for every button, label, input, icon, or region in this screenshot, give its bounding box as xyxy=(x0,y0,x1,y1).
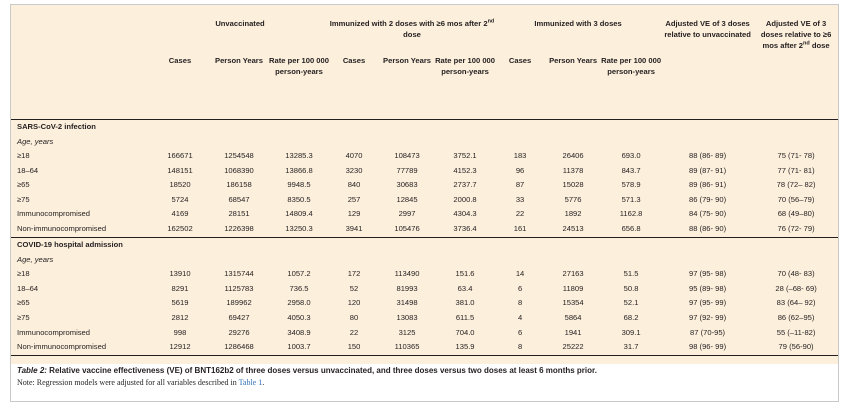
table-cell: 1057.2 xyxy=(287,269,311,279)
table-cell: 381.0 xyxy=(455,298,475,308)
table-cell: 1941 xyxy=(564,327,582,337)
table-cell: 4050.3 xyxy=(287,313,311,323)
table-cell: 89 (87- 91) xyxy=(689,165,727,175)
table-cell: 2812 xyxy=(171,313,189,323)
table-cell: 31498 xyxy=(396,298,418,308)
table-cell: 68547 xyxy=(228,194,250,204)
table-cell: 14809.4 xyxy=(285,209,313,219)
table-cell: 110365 xyxy=(379,340,435,355)
subsection-row xyxy=(11,135,838,150)
table-cell: 77789 xyxy=(396,165,418,175)
table-cell: 1315744 xyxy=(224,269,254,279)
table-cell: 89 (86- 91) xyxy=(689,180,727,190)
table-cell: 5619 xyxy=(171,298,189,308)
table-cell: 148151 xyxy=(167,165,193,175)
table-cell: 3408.9 xyxy=(287,327,311,337)
table-cell: 70 (48- 83) xyxy=(777,269,815,279)
table-cell: 13285.3 xyxy=(285,151,313,161)
table-cell: 78 (72– 82) xyxy=(776,180,816,190)
header-row-columns xyxy=(11,51,838,119)
table-cell: 1286468 xyxy=(209,340,269,355)
table-cell: 1254548 xyxy=(224,151,254,161)
table-cell: 4169 xyxy=(171,209,189,219)
table-cell: 28151 xyxy=(228,209,250,219)
table-cell: 5864 xyxy=(564,313,582,323)
table-caption xyxy=(17,365,832,389)
table-cell: 27163 xyxy=(562,269,584,279)
table-panel xyxy=(11,5,838,364)
table-cell: 87 xyxy=(515,180,525,190)
table-row xyxy=(11,164,838,179)
table-cell: 736.5 xyxy=(289,283,309,293)
table-cell: 183 xyxy=(513,151,527,161)
col-person-years-unvacc: Person Years xyxy=(209,51,269,119)
table-cell: 15354 xyxy=(562,298,584,308)
table-cell: 22 xyxy=(515,209,525,219)
table-row xyxy=(11,222,838,237)
row-label: Non-immunocompromised xyxy=(17,224,107,234)
table-cell: 3752.1 xyxy=(453,151,477,161)
table-cell: 22 xyxy=(349,327,359,337)
row-label: ≥18 xyxy=(17,151,30,161)
table-cell: 843.7 xyxy=(621,165,641,175)
header-blank xyxy=(11,5,151,51)
table-cell: 50.8 xyxy=(623,283,639,293)
table-cell: 96 xyxy=(515,165,525,175)
row-label: Immunocompromised xyxy=(17,327,91,337)
table-cell: 97 (95- 98) xyxy=(689,269,727,279)
table-cell: 11378 xyxy=(562,165,584,175)
table-cell: 76 (72- 79) xyxy=(777,224,815,234)
subsection-row xyxy=(11,253,838,268)
table-cell: 8 xyxy=(517,298,523,308)
table-cell: 75 (71- 78) xyxy=(777,151,815,161)
table-cell: 12912 xyxy=(151,340,209,355)
header-three-doses: Immunized with 3 doses xyxy=(534,19,622,28)
table-cell: 1892 xyxy=(564,209,582,219)
col-ve-blank-1 xyxy=(661,51,754,119)
table-cell: 18520 xyxy=(169,180,191,190)
header-two-doses-text: Immunized with 2 doses with ≥6 mos after 2 xyxy=(329,19,488,28)
row-label: ≥18 xyxy=(17,269,30,279)
header-two-doses-end: dose xyxy=(403,30,421,39)
table-cell: 150 xyxy=(329,340,379,355)
caption-note xyxy=(17,377,832,389)
caption-text: Relative vaccine effectiveness (VE) of BNT162b2 of three doses versus unvaccinated, and three doses versus two doses at least 6 months prior. xyxy=(46,366,597,375)
table-cell: 26406 xyxy=(562,151,584,161)
col-cases-two: Cases xyxy=(329,51,379,119)
table-cell: 83 (64– 92) xyxy=(776,298,816,308)
header-ve-two-doses xyxy=(754,5,838,51)
table-cell: 571.3 xyxy=(621,194,641,204)
table-cell: 9948.5 xyxy=(287,180,311,190)
table-cell: 25222 xyxy=(545,340,601,355)
table-cell: 77 (71- 81) xyxy=(777,165,815,175)
table-cell: 28 (–68- 69) xyxy=(775,283,817,293)
table-cell: 80 xyxy=(349,313,359,323)
table-cell: 120 xyxy=(347,298,361,308)
table-cell: 656.8 xyxy=(621,224,641,234)
table-row xyxy=(11,267,838,282)
section-header-row xyxy=(11,237,838,253)
table-cell: 1003.7 xyxy=(269,340,329,355)
table-cell: 1226398 xyxy=(224,224,254,234)
table-cell: 113490 xyxy=(394,269,420,279)
table-cell: 8 xyxy=(495,340,545,355)
table-cell: 4 xyxy=(517,313,523,323)
table-row xyxy=(11,149,838,164)
table-cell: 97 (92- 99) xyxy=(689,313,727,323)
table-frame xyxy=(10,4,839,402)
table-cell: 88 (86- 90) xyxy=(689,224,727,234)
header-blank-2 xyxy=(11,51,151,119)
table-cell: 69427 xyxy=(228,313,250,323)
section-title: SARS-CoV-2 infection xyxy=(11,119,838,135)
row-label: ≥75 xyxy=(17,313,30,323)
caption-note-end: . xyxy=(262,378,265,387)
caption-note-text: Note: Regression models were adjusted for all variables described in xyxy=(17,378,239,387)
table-cell: 4070 xyxy=(345,151,363,161)
row-label: Non-immunocompromised xyxy=(11,340,151,355)
table-cell: 4152.3 xyxy=(453,165,477,175)
table-cell: 52 xyxy=(349,283,359,293)
table-cell: 8291 xyxy=(171,283,189,293)
table-1-link[interactable]: Table 1 xyxy=(238,378,263,387)
table-cell: 84 (75- 90) xyxy=(689,209,727,219)
table-cell: 8350.5 xyxy=(287,194,311,204)
table-cell: 31.7 xyxy=(601,340,661,355)
table-cell: 611.5 xyxy=(455,313,475,323)
table-row xyxy=(11,178,838,193)
header-ve-two-text: Adjusted VE of 3 doses relative to ≥6 mos after 2 xyxy=(760,19,832,50)
table-cell: 52.1 xyxy=(623,298,639,308)
table-cell: 161 xyxy=(513,224,527,234)
table-cell: 105476 xyxy=(394,224,420,234)
table-cell: 15028 xyxy=(562,180,584,190)
section-header-row xyxy=(11,119,838,135)
table-cell: 6 xyxy=(517,283,523,293)
table-cell: 2000.8 xyxy=(453,194,477,204)
header-ve-two-end: dose xyxy=(811,41,830,50)
table-cell: 2997 xyxy=(398,209,416,219)
table-cell: 13866.8 xyxy=(285,165,313,175)
table-cell: 2958.0 xyxy=(287,298,311,308)
row-label: Immunocompromised xyxy=(17,209,91,219)
col-cases-unvacc: Cases xyxy=(151,51,209,119)
table-cell: 33 xyxy=(515,194,525,204)
table-body xyxy=(11,119,838,355)
table-cell: 172 xyxy=(347,269,361,279)
table-cell: 12845 xyxy=(396,194,418,204)
caption-title xyxy=(17,365,832,377)
table-cell: 129 xyxy=(347,209,361,219)
table-row xyxy=(11,207,838,222)
results-table xyxy=(11,5,838,356)
header-two-doses-sup: nd xyxy=(487,18,495,25)
row-label: ≥65 xyxy=(17,298,30,308)
col-rate-unvacc: Rate per 100 000 person-years xyxy=(269,51,329,119)
col-rate-two: Rate per 100 000 person-years xyxy=(435,51,495,119)
table-cell: 13250.3 xyxy=(285,224,313,234)
table-cell: 166671 xyxy=(167,151,193,161)
table-cell: 51.5 xyxy=(623,269,639,279)
header-row-groups xyxy=(11,5,838,51)
table-cell: 87 (70-95) xyxy=(690,327,726,337)
col-cases-three: Cases xyxy=(495,51,545,119)
table-cell: 998 xyxy=(173,327,187,337)
table-cell: 13083 xyxy=(396,313,418,323)
table-cell: 840 xyxy=(347,180,361,190)
table-cell: 86 (79- 90) xyxy=(689,194,727,204)
header-ve-unvaccinated: Adjusted VE of 3 doses relative to unvaccinated xyxy=(664,19,751,39)
section-title: COVID-19 hospital admission xyxy=(11,237,838,253)
table-cell: 81993 xyxy=(396,283,418,293)
table-cell: 63.4 xyxy=(457,283,473,293)
table-cell: 1125783 xyxy=(224,283,254,293)
table-cell: 86 (62–95) xyxy=(777,313,815,323)
col-person-years-three: Person Years xyxy=(545,51,601,119)
col-rate-three: Rate per 100 000 person-years xyxy=(601,51,661,119)
table-cell: 693.0 xyxy=(621,151,641,161)
table-cell: 11809 xyxy=(562,283,584,293)
col-person-years-two: Person Years xyxy=(379,51,435,119)
table-cell: 14 xyxy=(515,269,525,279)
table-cell: 98 (96- 99) xyxy=(661,340,754,355)
subsection-label: Age, years xyxy=(17,254,54,264)
subsection-label: Age, years xyxy=(17,136,54,146)
header-unvaccinated: Unvaccinated xyxy=(215,19,265,28)
row-label: 18–64 xyxy=(17,283,39,293)
row-label: ≥65 xyxy=(17,180,30,190)
table-cell: 3736.4 xyxy=(453,224,477,234)
table-cell: 151.6 xyxy=(455,269,475,279)
table-cell: 2737.7 xyxy=(453,180,477,190)
table-row xyxy=(11,326,838,341)
table-cell: 55 (–11-82) xyxy=(776,327,816,337)
table-cell: 3230 xyxy=(345,165,363,175)
header-two-doses xyxy=(329,5,495,51)
table-row xyxy=(11,340,838,355)
table-cell: 1162.8 xyxy=(619,209,643,219)
table-cell: 68 (49–80) xyxy=(777,209,815,219)
header-ve-two-sup: nd xyxy=(803,40,810,47)
table-cell: 108473 xyxy=(394,151,420,161)
table-cell: 95 (89- 98) xyxy=(689,283,727,293)
table-cell: 24513 xyxy=(562,224,584,234)
table-cell: 704.0 xyxy=(455,327,475,337)
table-cell: 578.9 xyxy=(621,180,641,190)
table-cell: 29276 xyxy=(228,327,250,337)
table-row xyxy=(11,296,838,311)
table-cell: 79 (56-90) xyxy=(754,340,838,355)
table-cell: 68.2 xyxy=(623,313,639,323)
table-cell: 70 (56–79) xyxy=(777,194,815,204)
table-row xyxy=(11,193,838,208)
table-cell: 257 xyxy=(347,194,361,204)
table-cell: 162502 xyxy=(167,224,193,234)
col-ve-blank-2 xyxy=(754,51,838,119)
table-row xyxy=(11,282,838,297)
table-row xyxy=(11,311,838,326)
table-cell: 3125 xyxy=(398,327,416,337)
table-cell: 4304.3 xyxy=(453,209,477,219)
row-label: 18–64 xyxy=(17,165,39,175)
table-cell: 3941 xyxy=(345,224,363,234)
table-cell: 135.9 xyxy=(435,340,495,355)
table-cell: 5724 xyxy=(171,194,189,204)
table-cell: 88 (86- 89) xyxy=(689,151,727,161)
table-cell: 13910 xyxy=(169,269,191,279)
table-cell: 189962 xyxy=(226,298,252,308)
table-cell: 309.1 xyxy=(621,327,641,337)
table-cell: 186158 xyxy=(226,180,252,190)
caption-lead: Table 2: xyxy=(17,366,47,375)
table-cell: 30683 xyxy=(396,180,418,190)
table-cell: 1068390 xyxy=(224,165,254,175)
table-cell: 5776 xyxy=(564,194,582,204)
row-label: ≥75 xyxy=(17,194,30,204)
table-cell: 97 (95- 99) xyxy=(689,298,727,308)
table-cell: 6 xyxy=(517,327,523,337)
